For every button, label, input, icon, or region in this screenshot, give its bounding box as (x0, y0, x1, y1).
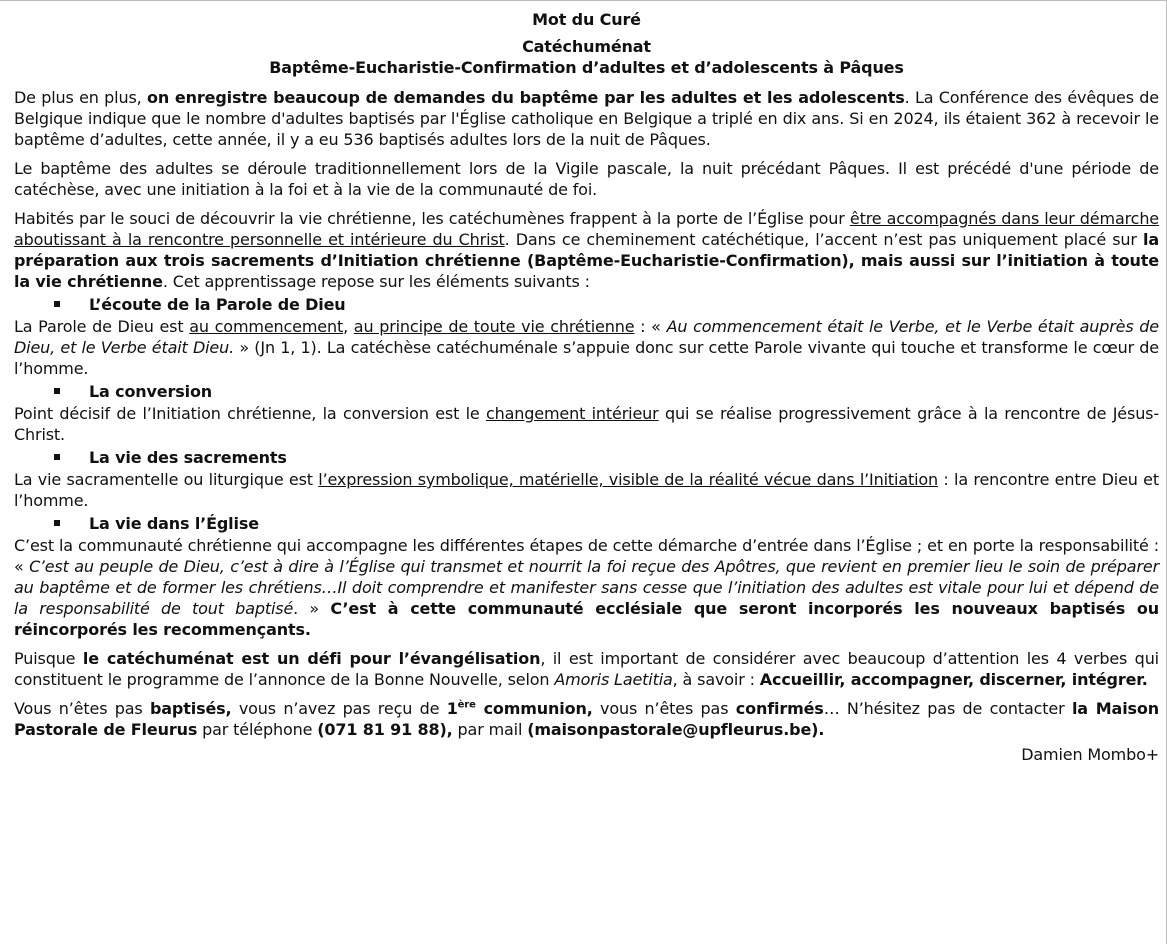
heading-text: L’écoute de la Parole de Dieu (89, 294, 346, 314)
text: vous n’avez pas reçu de (231, 699, 447, 718)
square-bullet-icon (54, 520, 60, 526)
text: qui se réalise progressivement grâce à la rencontre de Jésus-Christ. (14, 404, 1159, 444)
text: C’est la communauté chrétienne qui accompagne les différentes étapes de cette démarche d’entrée dans l’Église ; et en porte la responsabilité : « (14, 536, 1159, 576)
italic-text: Amoris Laetitia (554, 670, 673, 689)
text: . La Conférence des évêques de Belgique indique que le nombre d'adultes baptisés par l'Église catholique en Belgique a triplé en dix ans. Si en 2024, ils étaient 362 à recevoir le baptême d’adultes, cette année, il y a eu 536 baptisés adultes lors de la nuit de Pâques. (14, 88, 1159, 149)
italic-quote: C’est au peuple de Dieu, c’est à dire à l’Église qui transmet et nourrit la foi reçue des Apôtres, que revient en premier lieu le soin de préparer au baptême et de former les chrétiens…Il doit comprendre et manifester sans cesse que l’initiation des adultes est vitale pour lui et dépend de la responsabilité de tout baptisé (14, 557, 1160, 618)
heading-text: La vie dans l’Église (89, 513, 259, 533)
underlined-text: au principe de toute vie chrétienne (353, 317, 635, 336)
paragraph-sacrements (14, 469, 1159, 511)
text: Vous n’êtes pas (14, 699, 150, 718)
section-heading-conversion (14, 379, 1159, 403)
text: par mail (452, 720, 528, 739)
text: vous n’êtes pas (592, 699, 736, 718)
text: . Dans ce cheminement catéchétique, l’accent n’est pas uniquement placé sur (504, 230, 1144, 249)
superscript: ère (457, 699, 476, 711)
paragraph-vigile: Le baptême des adultes se déroule traditionnellement lors de la Vigile pascale, la nuit précédant Pâques. Il est précédé d'une période de catéchèse, avec une initiation à la foi et à la vie de la communauté de foi. (14, 159, 1159, 199)
top-border (0, 0, 1167, 1)
paragraph-contact (14, 698, 1159, 740)
underlined-text: être accompagnés dans leur démarche aboutissant à la rencontre personnelle et intérieure du Christ (14, 209, 1160, 249)
bold-text: baptisés, (149, 699, 232, 718)
italic-quote: Au commencement était le Verbe, et le Verbe était auprès de Dieu, et le Verbe était Dieu. (14, 317, 1159, 357)
text: , à savoir : (672, 670, 760, 689)
heading-text: La conversion (89, 381, 213, 401)
title-mot-du-cure: Mot du Curé (532, 10, 641, 29)
title-subtitle: Baptême-Eucharistie-Confirmation d’adultes et d’adolescents à Pâques (269, 58, 904, 77)
text: , il est important de considérer avec beaucoup d’attention les 4 verbes qui constituent le programme de l’annonce de la Bonne Nouvelle, selon (14, 649, 1159, 689)
bold-text: la préparation aux trois sacrements d’Initiation chrétienne (Baptême-Eucharistie-Confirmation), mais aussi sur l’initiation à toute la vie chrétienne (14, 230, 1159, 291)
heading-text: La vie des sacrements (89, 447, 287, 467)
document (14, 9, 1159, 765)
bold-text: le catéchuménat est un défi pour l’évangélisation (82, 649, 541, 668)
square-bullet-icon (54, 388, 60, 394)
underlined-text: changement intérieur (486, 404, 659, 423)
square-bullet-icon (54, 454, 60, 460)
text: : la rencontre entre Dieu et l’homme. (14, 470, 1159, 510)
paragraph-conversion (14, 403, 1159, 445)
text: par téléphone (197, 720, 318, 739)
underlined-text: au commencement (189, 317, 344, 336)
square-bullet-icon (54, 301, 60, 307)
section-heading-sacrements (14, 445, 1159, 469)
phone-number: (071 81 91 88), (317, 720, 453, 739)
bold-text: C’est à cette communauté ecclésiale que seront incorporés les nouveaux baptisés ou réincorporés les recommençants. (14, 599, 1159, 639)
bold-text: la Maison Pastorale de Fleurus (14, 699, 1159, 739)
text: Point décisif de l’Initiation chrétienne, la conversion est le (14, 404, 486, 423)
bold-text (447, 699, 593, 718)
text: La Parole de Dieu est (14, 317, 190, 336)
email-address: (maisonpastorale@upfleurus.be). (527, 720, 825, 739)
text: Habités par le souci de découvrir la vie chrétienne, les catéchumènes frappent à la porte de l’Église pour (14, 209, 850, 228)
text: . » (293, 599, 331, 618)
bold-text: on enregistre beaucoup de demandes du baptême par les adultes et les adolescents (146, 88, 905, 107)
text: » (Jn 1, 1). La catéchèse catéchuménale s’appuie donc sur cette Parole vivante qui touche et transforme le cœur de l’homme. (14, 338, 1159, 378)
text: … N’hésitez pas de contacter (823, 699, 1072, 718)
title-catechumenat: Catéchuménat (522, 37, 651, 56)
bold-text: confirmés (735, 699, 824, 718)
text: . Cet apprentissage repose sur les éléments suivants : (162, 272, 590, 291)
paragraph-intro (14, 87, 1159, 150)
text: : « (634, 317, 667, 336)
text: De plus en plus, (14, 88, 147, 107)
paragraph-parole (14, 316, 1159, 379)
signature: Damien Mombo+ (1021, 745, 1159, 764)
paragraph-evangelisation (14, 648, 1159, 690)
text: , (343, 317, 354, 336)
section-heading-eglise (14, 511, 1159, 535)
text: Puisque (14, 649, 83, 668)
text: communion, (475, 699, 593, 718)
text: 1 (446, 699, 458, 718)
paragraph-eglise (14, 535, 1159, 640)
paragraph-souci (14, 208, 1159, 292)
section-heading-parole (14, 292, 1159, 316)
underlined-text: l’expression symbolique, matérielle, visible de la réalité vécue dans l’Initiation (318, 470, 939, 489)
text: La vie sacramentelle ou liturgique est (14, 470, 319, 489)
bold-text: Accueillir, accompagner, discerner, intégrer. (759, 670, 1148, 689)
